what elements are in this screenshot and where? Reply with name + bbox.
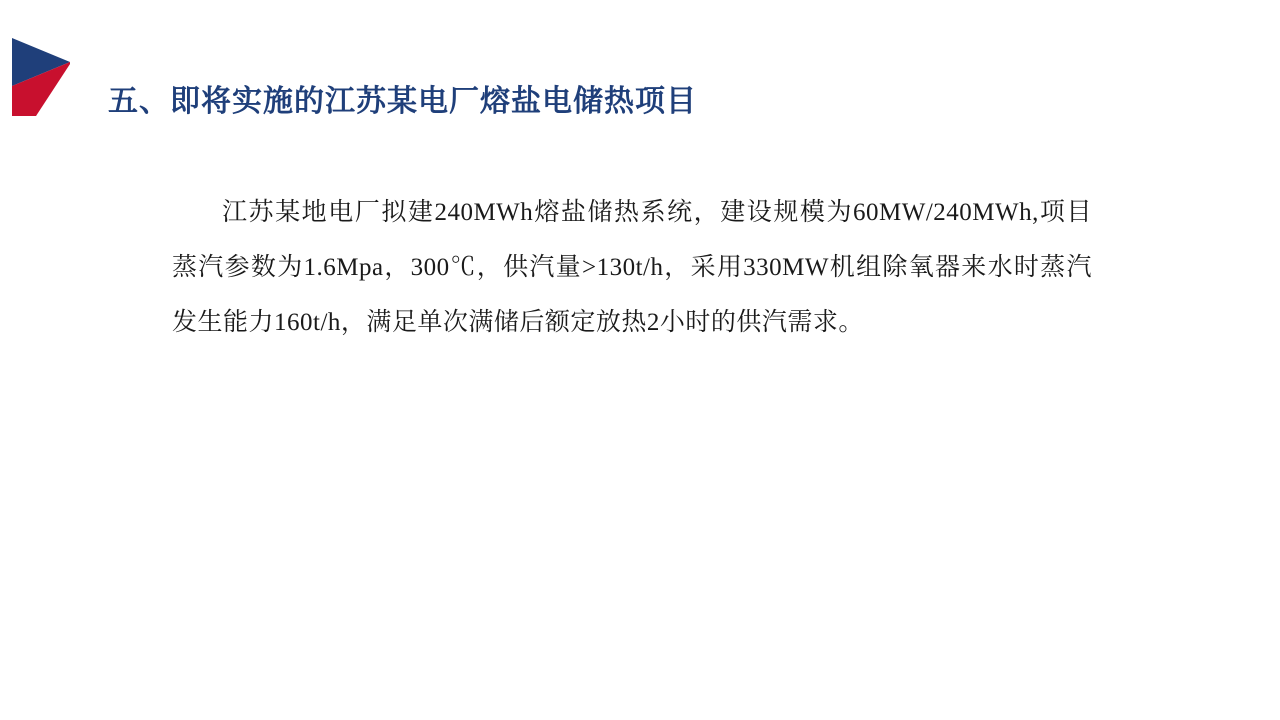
arrow-flag-bullet-icon (8, 38, 80, 116)
body-paragraph: 江苏某地电厂拟建240MWh熔盐储热系统，建设规模为60MW/240MWh,项目蒸汽参数为1.6Mpa，300℃，供汽量>130t/h，采用330MW机组除氧器来水时蒸汽发生能力160t/h，满足单次满储后额定放热2小时的供汽需求。 (172, 199, 1092, 336)
page-title: 五、即将实施的江苏某电厂熔盐电储热项目 (108, 85, 697, 119)
